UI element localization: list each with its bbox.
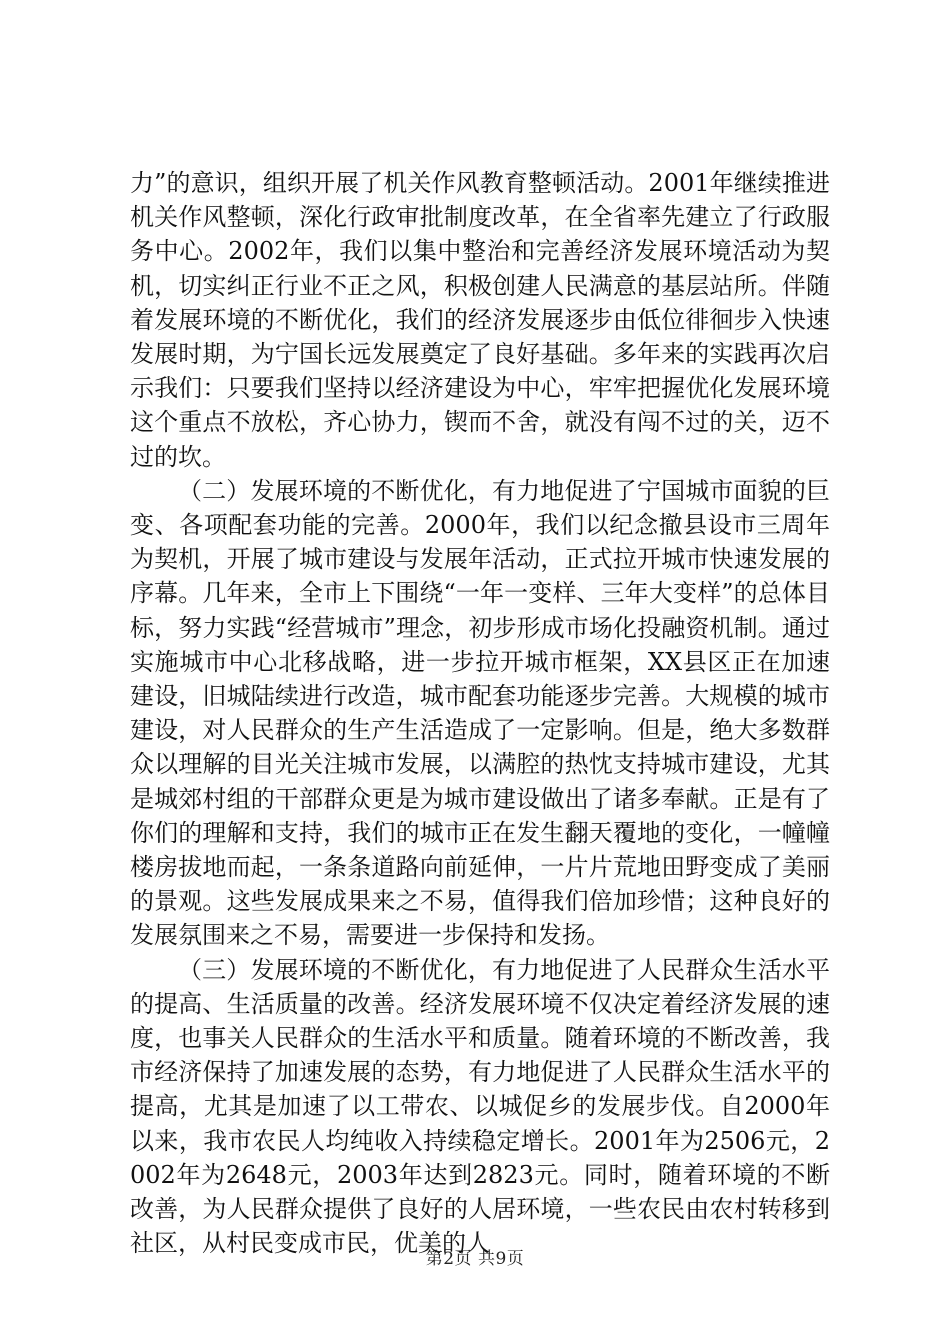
document-body: [130, 166, 830, 1261]
paragraph-section-three: （三）发展环境的不断优化，有力地促进了人民群众生活水平的提高、生活质量的改善。经济发展环境不仅决定着经济发展的速度，也事关人民群众的生活水平和质量。随着环境的不断改善，我市经济保持了加速发展的态势，有力地促进了人民群众生活水平的提高，尤其是加速了以工带农、以城促乡的发展步伐。自2000年以来，我市农民人均纯收入持续稳定增长。2001年为2506元，2002年为2648元，2003年达到2823元。同时，随着环境的不断改善，为人民群众提供了良好的人居环境，一些农民由农村转移到社区，从村民变成市民，优美的人: [130, 955, 830, 1258]
paragraph-section-two: （二）发展环境的不断优化，有力地促进了宁国城市面貌的巨变、各项配套功能的完善。2000年，我们以纪念撤县设市三周年为契机，开展了城市建设与发展年活动，正式拉开城市快速发展的序幕。几年来，全市上下围绕“一年一变样、三年大变样”的总体目标，努力实践“经营城市”理念，初步形成市场化投融资机制。通过实施城市中心北移战略，进一步拉开城市框架，XX县区正在加速建设，旧城陆续进行改造，城市配套功能逐步完善。大规模的城市建设，对人民群众的生产生活造成了一定影响。但是，绝大多数群众以理解的目光关注城市发展，以满腔的热忱支持城市建设，尤其是城郊村组的干部群众更是为城市建设做出了诸多奉献。正是有了你们的理解和支持，我们的城市正在发生翻天覆地的变化，一幢幢楼房拔地而起，一条条道路向前延伸，一片片荒地田野变成了美丽的景观。这些发展成果来之不易，值得我们倍加珍惜；这种良好的发展氛围来之不易，需要进一步保持和发扬。: [130, 476, 830, 950]
page-number-footer: 第2页 共9页: [425, 1249, 525, 1269]
paragraph-continuation: 力”的意识，组织开展了机关作风教育整顿活动。2001年继续推进机关作风整顿，深化行政审批制度改革，在全省率先建立了行政服务中心。2002年，我们以集中整治和完善经济发展环境活动为契机，切实纠正行业不正之风，积极创建人民满意的基层站所。伴随着发展环境的不断优化，我们的经济发展逐步由低位徘徊步入快速发展时期，为宁国长远发展奠定了良好基础。多年来的实践再次启示我们：只要我们坚持以经济建设为中心，牢牢把握优化发展环境这个重点不放松，齐心协力，锲而不舍，就没有闯不过的关，迈不过的坎。: [130, 169, 830, 471]
